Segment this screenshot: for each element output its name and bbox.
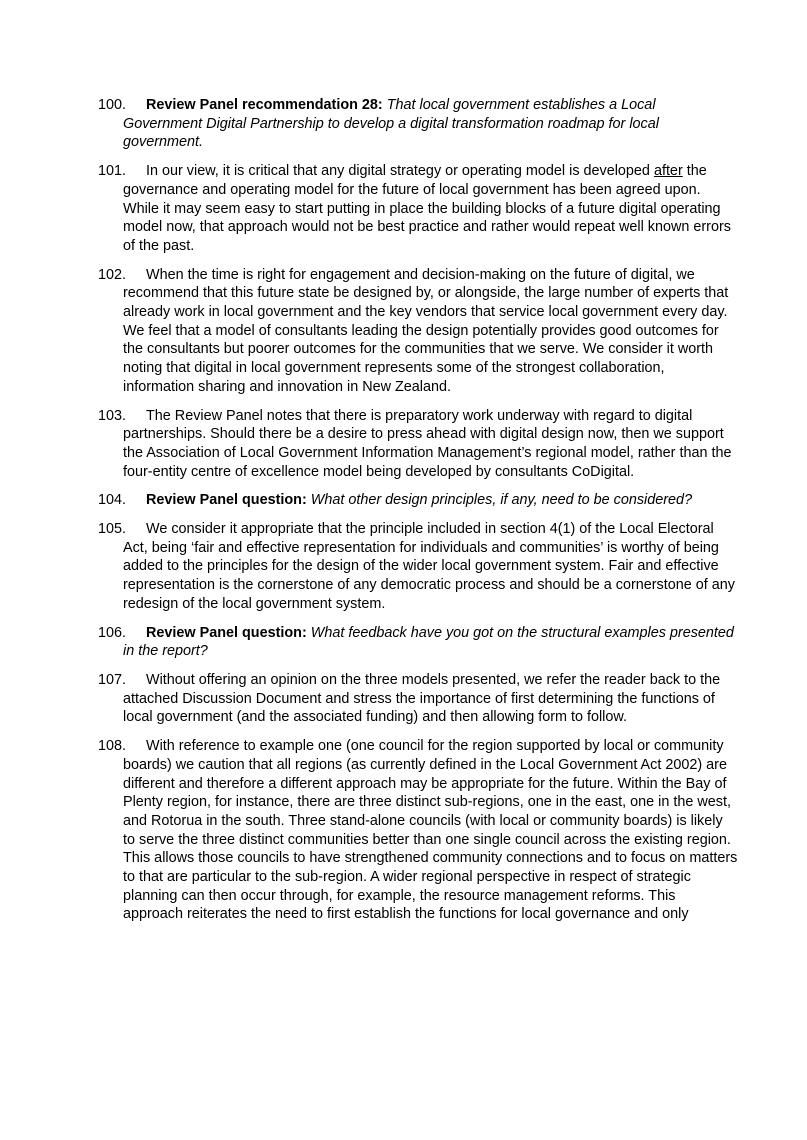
question-text: What other design principles, if any, need to be considered? [310, 492, 693, 509]
question-text: What feedback have you got on the structural examples presented in the report? [123, 624, 734, 660]
paragraph-number: 105. [98, 521, 127, 538]
paragraph-107 [98, 671, 738, 727]
paragraph-number: 103. [98, 407, 127, 424]
paragraph-number: 106. [98, 624, 127, 641]
paragraph-number: 100. [98, 97, 127, 113]
paragraph-text: The Review Panel notes that there is preparatory work underway with regard to digital partnerships. Should there be a desire to press ahead with digital design now, then we support the Association of Local Government Information Management’s regional model, rather than the four-entity centre of excellence model being developed by consultants CoDigital. [123, 407, 732, 480]
paragraph-108 [98, 737, 738, 924]
paragraph-text: With reference to example one (one council for the region supported by local or community boards) we caution that all regions (as currently defined in the Local Government Act 2002) are different and therefore a different approach may be appropriate for the future. Within the Bay of Plenty region, for instance, there are three distinct sub-regions, one in the east, one in the west, and Rotorua in the south. Three stand-alone councils (with local or community boards) is likely to serve the three distinct communities better than one single council across the existing region. This allows those councils to have strengthened community connections and to focus on matters to that are particular to the sub-region. A wider regional perspective in respect of strategic planning can then occur through, for example, the resource management reforms. This approach reiterates the need to first establish the functions for local governance and only [123, 738, 738, 923]
paragraph-102 [98, 266, 738, 397]
paragraph-number: 107. [98, 671, 127, 688]
paragraph-text-after: the governance and operating model for the future of local government has been agreed upon. While it may seem easy to start putting in place the building blocks of a future digital operating model now, that approach would not be best practice and rather would repeat well known errors of the past. [123, 163, 731, 254]
question-label: Review Panel question: [146, 492, 307, 509]
paragraph-106 [98, 624, 738, 661]
paragraph-101 [98, 162, 738, 256]
paragraph-number: 101. [98, 163, 127, 180]
paragraph-text: We consider it appropriate that the principle included in section 4(1) of the Local Electoral Act, being ‘fair and effective representation for individuals and communities’ is worthy of being added to the principles for the design of the wider local government system. Fair and effective representation is the cornerstone of any democratic process and should be a cornerstone of any redesign of the local government system. [123, 521, 735, 612]
paragraph-number: 108. [98, 738, 127, 755]
paragraph-number: 102. [98, 266, 127, 283]
question-label: Review Panel question: [146, 624, 307, 641]
paragraph-100 [98, 96, 738, 152]
paragraph-105 [98, 520, 738, 614]
document-page [0, 96, 807, 934]
paragraph-104 [98, 491, 738, 510]
recommendation-label: Review Panel recommendation 28: [146, 97, 383, 113]
paragraph-103 [98, 407, 738, 482]
paragraph-number: 104. [98, 492, 127, 509]
underlined-word: after [653, 163, 683, 180]
paragraph-text-before: In our view, it is critical that any digital strategy or operating model is developed [146, 163, 650, 180]
paragraph-text: Without offering an opinion on the three models presented, we refer the reader back to the attached Discussion Document and stress the importance of first determining the functions of local government (and the associated funding) and then allowing form to follow. [123, 671, 721, 726]
paragraph-text: When the time is right for engagement and decision-making on the future of digital, we recommend that this future state be designed by, or alongside, the large number of experts that already work in local government and the key vendors that service local government every day. We feel that a model of consultants leading the design potentially provides good outcomes for the consultants but poorer outcomes for the communities that we serve. We consider it worth noting that digital in local government represents some of the strongest collaboration, information sharing and innovation in New Zealand. [123, 266, 729, 395]
recommendation-text: That local government establishes a Local Government Digital Partnership to develop a digital transformation roadmap for local government. [123, 97, 659, 151]
